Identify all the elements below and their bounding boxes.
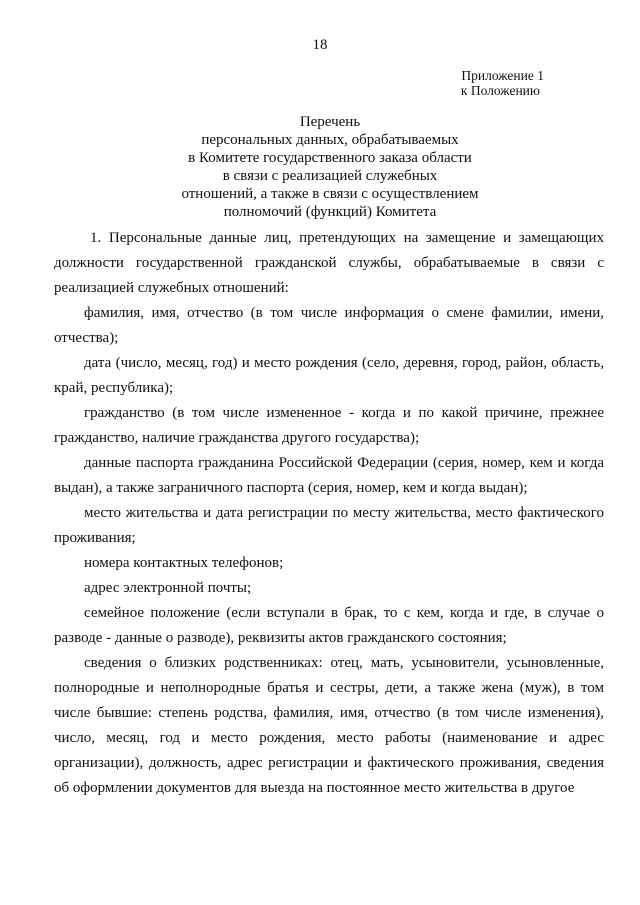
item-phone-numbers: номера контактных телефонов;	[84, 555, 284, 571]
item-birth-date-place: дата (число, месяц, год) и место рождения (село, деревня, город, район, область, край, республика);	[54, 355, 604, 396]
appendix-reference	[344, 68, 544, 98]
title-line-5: отношений, а также в связи с осуществлением	[181, 186, 479, 202]
title-line-3: в Комитете государственного заказа области	[188, 150, 472, 166]
item-passport-data: данные паспорта гражданина Российской Федерации (серия, номер, кем и когда выдан), а также заграничного паспорта (серия, номер, кем и когда выдан);	[54, 455, 604, 496]
title-line-6: полномочий (функций) Комитета	[223, 204, 437, 220]
title-line-4: в связи с реализацией служебных	[222, 168, 438, 184]
appendix-line-1: Приложение 1	[461, 68, 544, 83]
item-email: адрес электронной почты;	[84, 580, 252, 596]
title-line-2: персональных данных, обрабатываемых	[201, 132, 459, 148]
item-relatives-info: сведения о близких родственниках: отец, мать, усыновители, усыновленные, полнородные и неполнородные братья и сестры, дети, а также жена (муж), в том числе бывшие: степень родства, фамилия, имя, отчество (в том числе изменения), число, месяц, год и место рождения, место работы (наименование и адрес организации), должность, адрес регистрации и фактического проживания, сведения об оформлении документов для выезда на постоянное место жительства в другое	[54, 655, 604, 796]
appendix-line-2: к Положению	[460, 83, 540, 98]
title-line-1: Перечень	[299, 114, 361, 130]
document-title	[40, 113, 620, 221]
document-body	[54, 226, 604, 801]
item-full-name: фамилия, имя, отчество (в том числе информация о смене фамилии, имени, отчества);	[54, 305, 604, 346]
item-marital-status: семейное положение (если вступали в брак, то с кем, когда и где, в случае о разводе - данные о разводе), реквизиты актов гражданского состояния;	[54, 605, 604, 646]
item-citizenship: гражданство (в том числе измененное - когда и по какой причине, прежнее гражданство, наличие гражданства другого государства);	[54, 405, 604, 446]
item-residence: место жительства и дата регистрации по месту жительства, место фактического проживания;	[54, 505, 604, 546]
page-number: 18	[312, 37, 328, 53]
section-1-heading-paragraph: 1. Персональные данные лиц, претендующих на замещение и замещающих должности государственной гражданской службы, обрабатываемые в связи с реализацией служебных отношений:	[54, 230, 604, 296]
